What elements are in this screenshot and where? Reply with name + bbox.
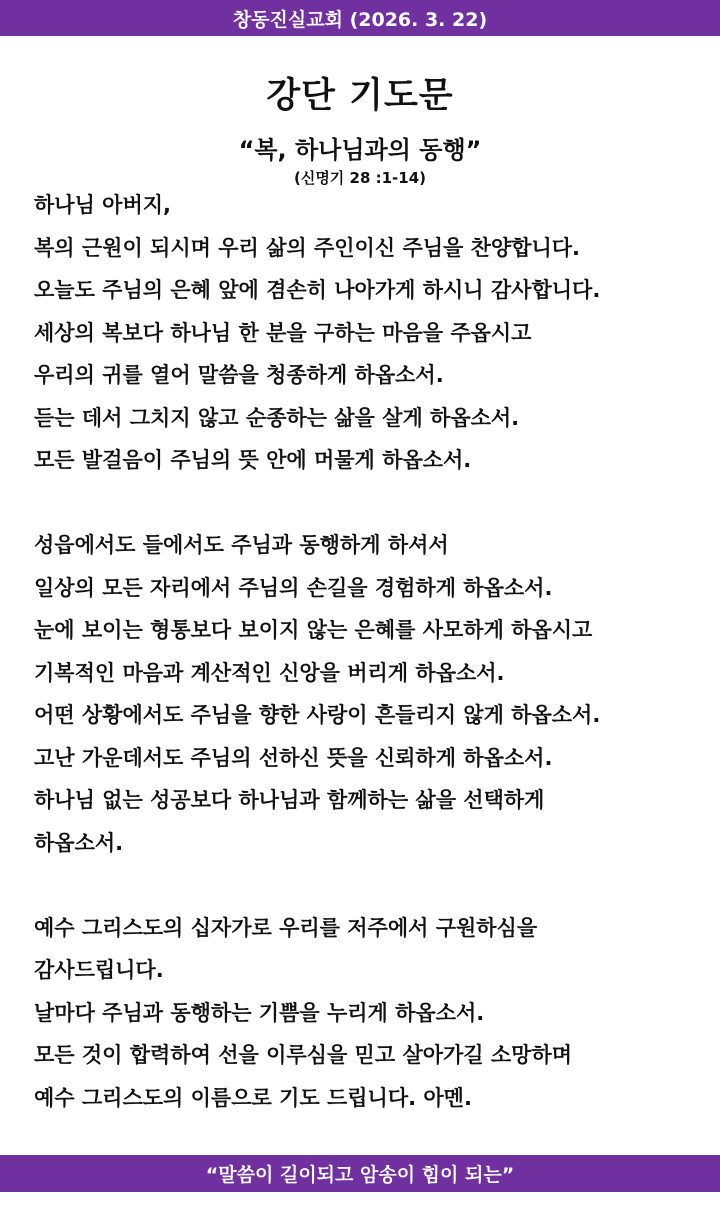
paragraph-spacer (34, 482, 714, 525)
scripture-reference: (신명기 28 :1-14) (293, 169, 427, 187)
prayer-line: 모든 것이 합력하여 선을 이루심을 믿고 살아가길 소망하며 (34, 1043, 573, 1067)
prayer-line: 어떤 상황에서도 주님을 향한 사랑이 흔들리지 않게 하옵소서. (34, 703, 601, 727)
prayer-line: 듣는 데서 그치지 않고 순종하는 삶을 살게 하옵소서. (34, 405, 520, 430)
prayer-line: 우리의 귀를 열어 말씀을 청종하게 하옵소서. (34, 363, 444, 387)
prayer-line: 복의 근원이 되시며 우리 삶의 주인이신 주님을 찬양합니다. (34, 235, 581, 260)
prayer-line: 눈에 보이는 형통보다 보이지 않는 은혜를 사모하게 하옵시고 (34, 618, 593, 642)
prayer-line: 일상의 모든 자리에서 주님의 손길을 경험하게 하옵소서. (34, 575, 553, 600)
prayer-line: 성읍에서도 들에서도 주님과 동행하게 하셔서 (34, 533, 449, 557)
prayer-line: 고난 가운데서도 주님의 선하신 뜻을 신뢰하게 하옵소서. (34, 745, 553, 770)
sermon-subtitle: “복, 하나님과의 동행” (238, 136, 482, 164)
header-bar (0, 0, 720, 36)
prayer-line: 하옵소서. (34, 830, 124, 855)
church-date-label: 창동진실교회 (2026. 3. 22) (232, 8, 488, 31)
prayer-line: 하나님 없는 성공보다 하나님과 함께하는 삶을 선택하게 (34, 788, 545, 812)
prayer-line: 오늘도 주님의 은혜 앞에 겸손히 나아가게 하시니 감사합니다. (34, 278, 601, 302)
prayer-line: 예수 그리스도의 십자가로 우리를 저주에서 구원하심을 (34, 915, 538, 940)
footer-motto: “말씀이 길이되고 암송이 힘이 되는” (205, 1164, 515, 1186)
prayer-line: 날마다 주님과 동행하는 기쁨을 누리게 하옵소서. (34, 1000, 485, 1025)
prayer-line: 세상의 복보다 하나님 한 분을 구하는 마음을 주옵시고 (34, 320, 532, 345)
prayer-line: 하나님 아버지, (34, 193, 172, 217)
prayer-line: 감사드립니다. (34, 958, 164, 982)
prayer-text (34, 184, 714, 1119)
paragraph-spacer (34, 864, 714, 907)
footer-bar (0, 1155, 720, 1192)
prayer-line: 모든 발걸음이 주님의 뜻 안에 머물게 하옵소서. (34, 448, 472, 472)
prayer-line: 예수 그리스도의 이름으로 기도 드립니다. 아멘. (34, 1085, 472, 1110)
prayer-line: 기복적인 마음과 계산적인 신앙을 버리게 하옵소서. (34, 660, 505, 685)
page-title: 강단 기도문 (266, 76, 454, 116)
